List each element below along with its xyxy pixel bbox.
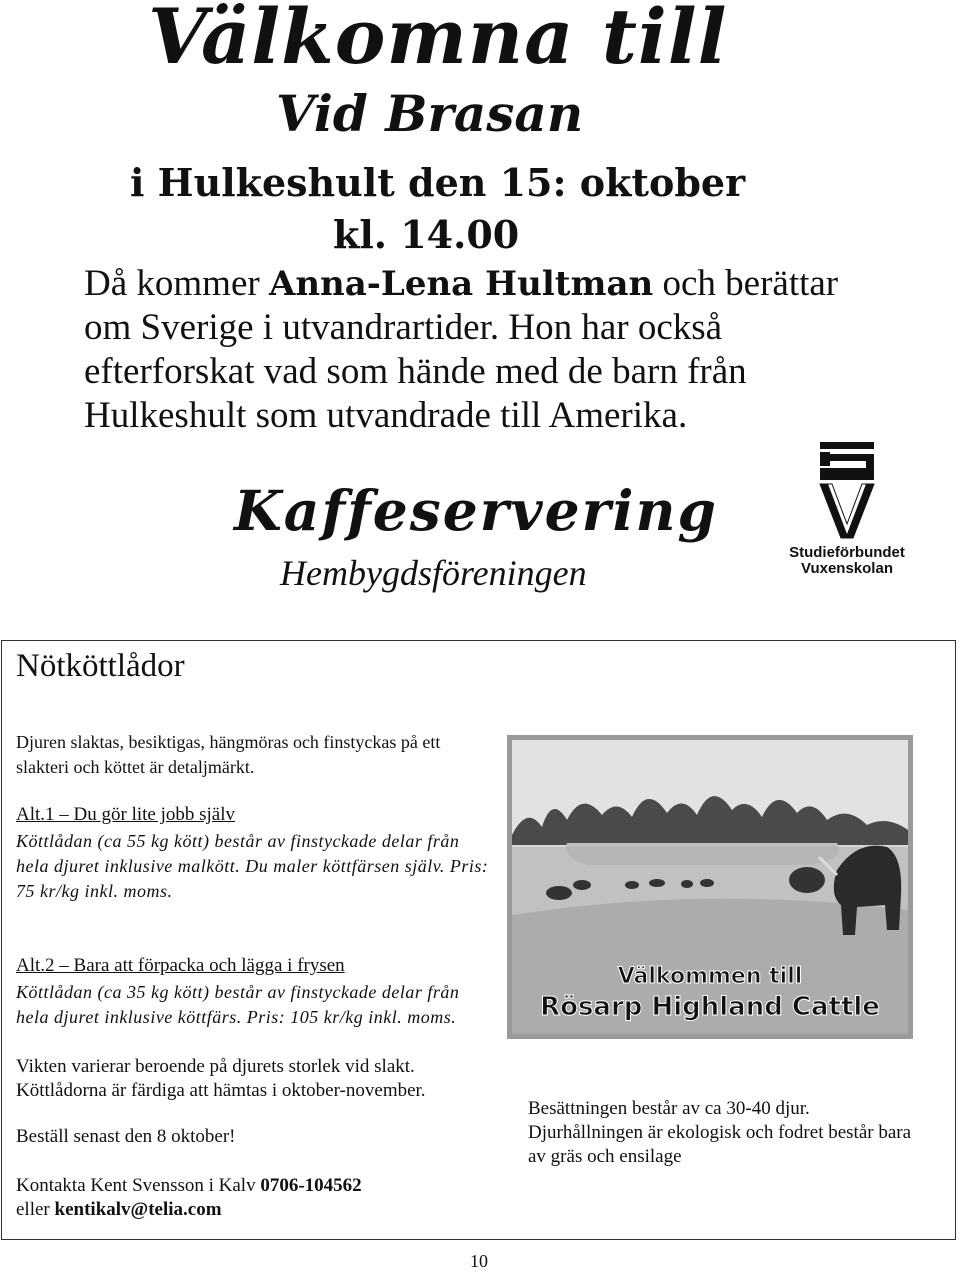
ad-description: Djuren slaktas, besiktigas, hängmöras och finstyckas på ett slakteri och köttet är detaljmärkt. [16,732,441,777]
studieforbundet-logo [780,440,914,577]
alt1-heading: Alt.1 – Du gör lite jobb själv [16,804,236,825]
herd-info: Besättningen består av ca 30-40 djur. Djurhållningen är ekologisk och fodret består bara av gräs och ensilage [528,1098,912,1167]
ad-title: Nötköttlådor [16,648,185,684]
alt2-heading: Alt.2 – Bara att förpacka och lägga i frysen [16,955,345,976]
alt1-body: Köttlådan (ca 55 kg kött) består av finstyckade delar från hela djuret inklusive malkött. Du maler köttfärsen själv. Pris: 75 kr/kg inkl. moms. [16,831,489,901]
intro-suffix: och berättar om Sverige i utvandrartider. Hon har också efterforskat vad som hände med de barn från Hulkeshult som utvandrade till Amerika. [84,263,839,436]
event-date: i Hulkeshult den 15: oktober [130,160,746,205]
logo-line-2: Vuxenskolan [801,560,893,577]
sv-logo-icon [780,440,914,540]
ad-notes [16,1055,496,1103]
contact-phone: 0706-104562 [260,1175,362,1196]
contact-or: eller [16,1199,55,1220]
contact-info [16,1174,496,1222]
weight-note: Vikten varierar beroende på djurets storlek vid slakt. [16,1056,415,1077]
intro-prefix: Då kommer [84,263,269,304]
photo-caption-1: Välkommen till [617,964,803,989]
welcome-heading: Välkomna till [148,0,728,81]
alt2-body: Köttlådan (ca 35 kg kött) består av finstyckade delar från hela djuret inklusive köttfärs. Pris: 105 kr/kg inkl. moms. [16,982,460,1027]
logo-line-1: Studieförbundet [789,544,905,561]
page-number: 10 [470,1251,488,1271]
order-deadline: Beställ senast den 8 oktober! [16,1126,236,1147]
contact-email: kentikalv@telia.com [54,1199,222,1220]
pickup-note: Köttlådorna är färdiga att hämtas i oktober-november. [16,1080,426,1101]
speaker-name: Anna-Lena Hultman [268,264,654,304]
contact-prefix: Kontakta Kent Svensson i Kalv [16,1175,261,1196]
event-name: Vid Brasan [276,84,584,143]
event-time: kl. 14.00 [333,212,520,257]
photo-caption-2: Rösarp Highland Cattle [540,992,880,1022]
highland-cattle-photo [507,735,913,1039]
coffee-host: Hembygdsföreningen [280,553,587,593]
intro-paragraph [84,262,844,438]
coffee-heading: Kaffeservering [234,478,718,543]
